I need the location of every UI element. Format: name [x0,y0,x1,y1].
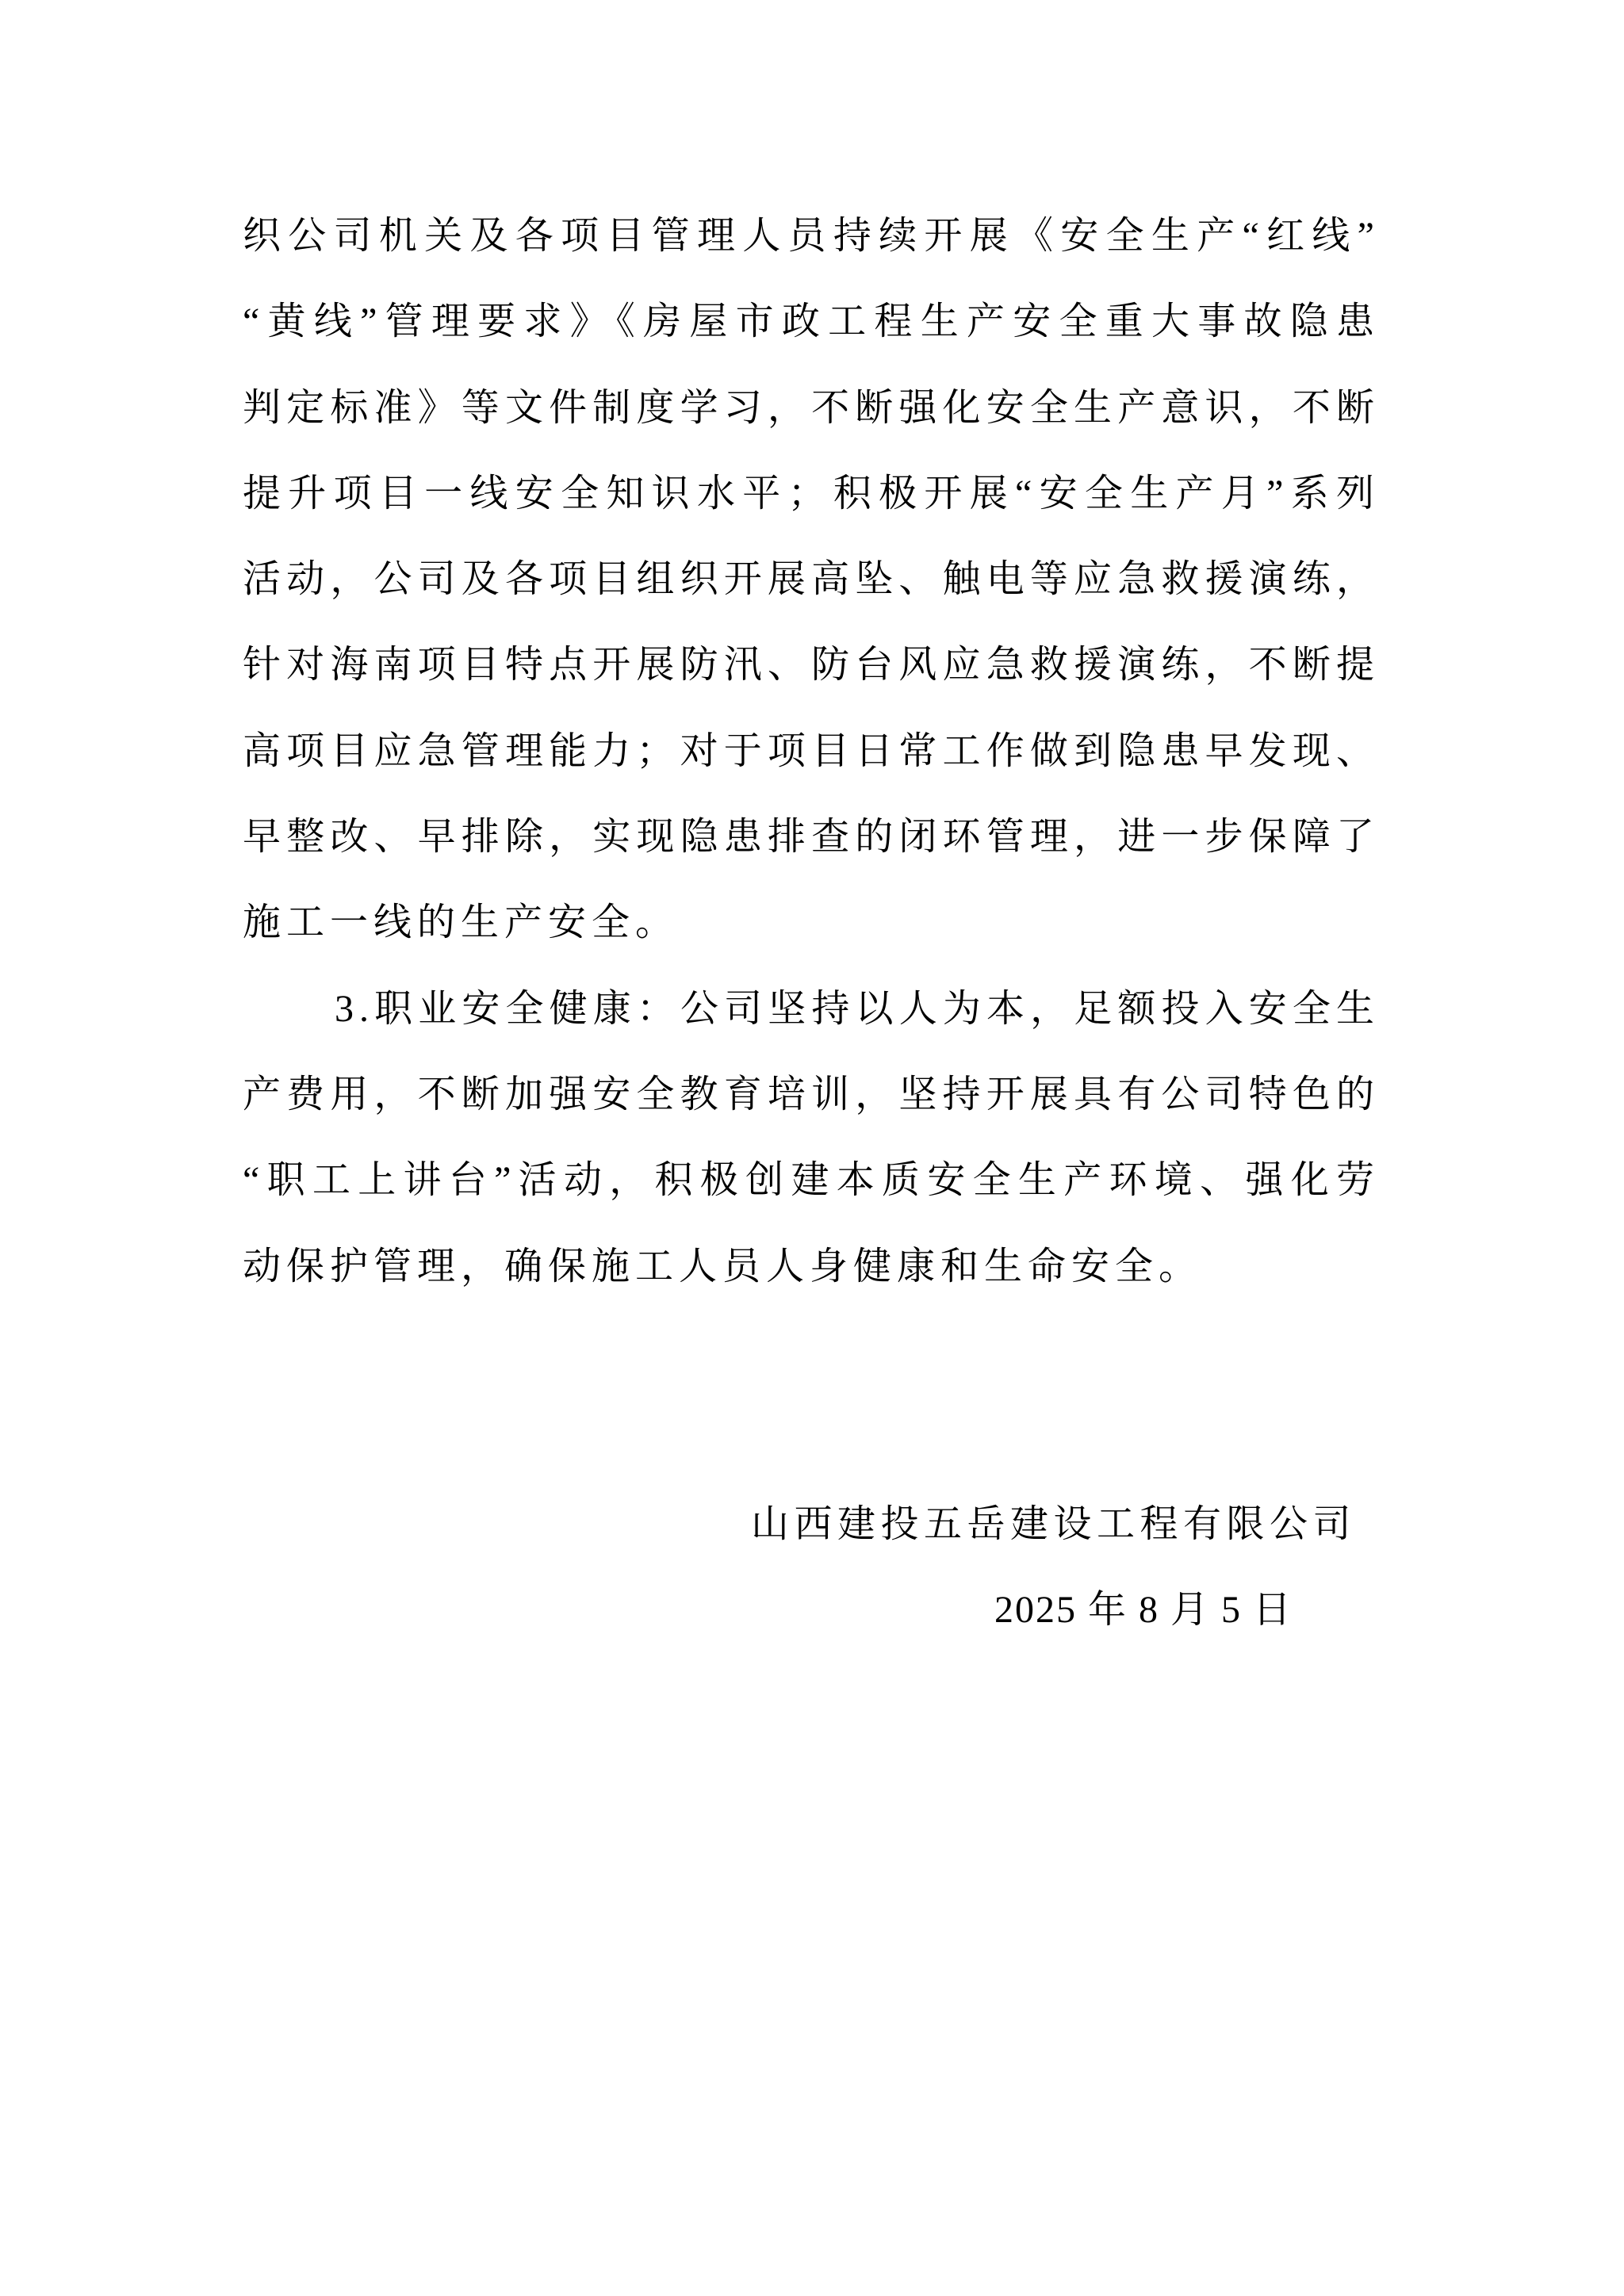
body-text-line: 施工一线的生产安全。 [243,901,680,944]
body-text-line: 提升项目一线安全知识水平；积极开展“安全生产月”系列 [243,472,1380,515]
body-text-line: 活动，公司及各项目组织开展高坠、触电等应急救援演练， [243,558,1380,601]
body-text-line: 针对海南项目特点开展防汛、防台风应急救援演练，不断提 [243,644,1380,687]
body-text-line: 产费用，不断加强安全教育培训，坚持开展具有公司特色的 [243,1073,1380,1115]
document-body [243,193,1380,1310]
signature-date: 2025 年 8 月 5 日 [994,1589,1293,1631]
body-text-line: “职工上讲台”活动，积极创建本质安全生产环境、强化劳 [243,1159,1380,1202]
body-text-line: 早整改、早排除，实现隐患排查的闭环管理，进一步保障了 [243,816,1380,859]
signature-company-name: 山西建投五岳建设工程有限公司 [750,1503,1356,1545]
body-text-line: “黄线”管理要求》《房屋市政工程生产安全重大事故隐患 [243,300,1380,343]
paragraph-safety-continuation [243,193,1380,966]
body-text-line: 3.职业安全健康：公司坚持以人为本，足额投入安全生 [335,987,1380,1030]
paragraph-occupational-safety [243,966,1380,1310]
body-text-line: 动保护管理，确保施工人员人身健康和生命安全。 [243,1245,1203,1288]
body-text-line: 织公司机关及各项目管理人员持续开展《安全生产“红线” [243,215,1380,257]
body-text-line: 高项目应急管理能力；对于项目日常工作做到隐患早发现、 [243,729,1380,772]
body-text-line: 判定标准》等文件制度学习，不断强化安全生产意识，不断 [243,386,1380,429]
